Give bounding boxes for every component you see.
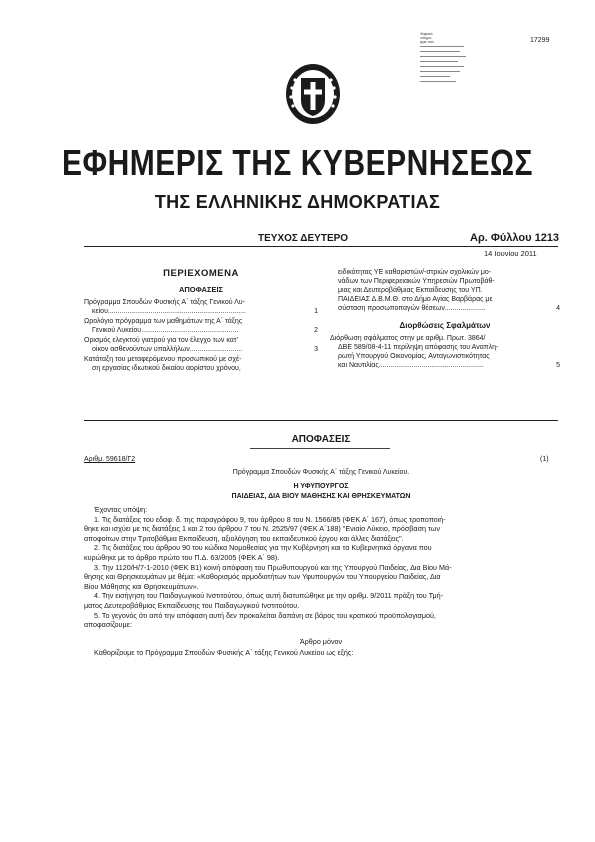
toc-item-line: σύσταση προσωποπαγών θέσεων..................... <box>338 305 486 312</box>
paragraph <box>84 543 558 562</box>
toc-item-line: ΠΑΙΔΕΙΑΣ Δ.Β.Μ.Θ. στο Δήμο Αγίας Βαρβάρας με <box>338 296 493 303</box>
toc-item-line: Γενικού Λυκείου.................................................. <box>92 327 239 334</box>
toc-item-line: Κατάταξη του μεταφερόμενου προσωπικού με σχέ- <box>84 356 242 363</box>
page-number: 17299 <box>530 37 550 44</box>
paragraph-line: κυρώθηκε με το άρθρο πρώτο του Π.Δ. 63/2005 (ΦΕΚ Α΄ 98). <box>84 552 280 562</box>
contents-left-column <box>84 268 318 373</box>
toc-item-line: Ορισμός ελεγκτού γιατρού για τον έλεγχο των κατ’ <box>84 337 239 344</box>
gazette-subtitle: ΤΗΣ ΕΛΛΗΝΙΚΗΣ ΔΗΜΟΚΡΑΤΙΑΣ <box>154 192 441 212</box>
hellenic-coat-of-arms-icon <box>283 60 343 126</box>
paragraph <box>84 563 558 592</box>
paragraph-line: θησης και Θρησκευμάτων με θέμα: «Καθορισμός αρμοδιοτήτων των Υφυπουργών του Υπουργείου Παιδείας, Δια <box>84 572 441 582</box>
toc-item-line: Διόρθωση σφάλματος στην με αριθμ. Πρωτ. 3864/ <box>330 335 486 342</box>
toc-item-line: ση εργασίας ιδιωτικού δικαίου αορίστου χρόνου, <box>92 365 241 372</box>
toc-item[interactable] <box>330 334 560 370</box>
authority-line-1: Η ΥΦΥΠΟΥΡΓΟΣ <box>293 483 349 490</box>
digital-signature-notice <box>420 32 480 86</box>
toc-item[interactable] <box>84 336 318 354</box>
header-rule <box>84 246 558 247</box>
section-divider <box>84 420 558 421</box>
decision-title: Πρόγραμμα Σπουδών Φυσικής Α΄ τάξης Γενικού Λυκείου. <box>232 469 410 476</box>
decision-reference: Αριθμ. 59618/Γ2 <box>84 456 136 463</box>
toc-item-line: ΔΒΕ 589/08-4-11 περίληψη απόφασης του Αναπλη- <box>338 344 499 351</box>
paragraph-line: 4. Την εισήγηση του Παιδαγωγικού Ινστιτούτου, όπως αυτή διατυπώθηκε με την αριθμ. 9/2011 πράξη του Τμή- <box>94 591 443 601</box>
decision-body <box>84 505 558 658</box>
notice-line: φηκε από <box>420 40 434 44</box>
paragraph <box>84 515 558 544</box>
section-heading-underline <box>250 448 390 449</box>
paragraph-line: Βίου Μάθησης και Θρησκευμάτων». <box>84 581 199 591</box>
paragraph <box>84 591 558 610</box>
toc-item[interactable] <box>84 317 318 335</box>
toc-item-line: νάδων των Περιφερειακών Υπηρεσιών Πρωτοβάθ- <box>338 278 495 285</box>
toc-item-line: Ωρολόγιο πρόγραμμα των μαθημάτων της Α΄ τάξης <box>84 318 243 325</box>
decision-index: (1) <box>540 456 549 463</box>
toc-item-line: μιας και Δευτεροβάθμιας Εκπαίδευσης του ΥΠ. <box>338 287 483 294</box>
toc-page-number: 4 <box>556 305 560 312</box>
section-heading: ΑΠΟΦΑΣΕΙΣ <box>291 434 351 445</box>
toc-page-number: 3 <box>314 346 318 353</box>
paragraph-line: αποφοίτων στην Τριτοβάθμια Εκπαίδευση, αξιολόγηση του εκπαιδευτικού έργου και άλλες διατάξεις". <box>84 533 404 543</box>
toc-item-line: ειδικότητας ΥΕ καθαριστών/-στριών σχολικών μο- <box>338 269 492 276</box>
toc-page-number: 2 <box>314 327 318 334</box>
toc-item-line: και Ναυτιλίας...................................................... <box>338 362 484 369</box>
toc-item[interactable] <box>84 355 318 373</box>
toc-item-line: ρωτή Υπουργού Οικονομίας, Ανταγωνιστικότητας <box>338 353 490 360</box>
contents-right-column <box>330 268 560 370</box>
paragraph <box>84 611 558 630</box>
contents-decisions-heading: ΑΠΟΦΑΣΕΙΣ <box>178 285 224 294</box>
toc-item-line: οίκον ασθενούντων υπαλλήλων........................... <box>92 346 243 353</box>
paragraph-line: 3. Την 1120/Η/7-1-2010 (ΦΕΚ Β1) κοινή απόφαση του Πρωθυπουργού και της Υπουργού Παιδείας, Δια Βίου Μά- <box>94 562 452 572</box>
having-regard: Έχοντας υπόψη: <box>94 505 148 514</box>
toc-page-number: 1 <box>314 308 318 315</box>
corrections-heading: Διορθώσεις Σφαλμάτων <box>399 321 491 330</box>
notice-line: Ψηφιακά <box>420 32 433 36</box>
sheet-number: Αρ. Φύλλου 1213 <box>470 232 560 244</box>
issue-type: ΤΕΥΧΟΣ ΔΕΥΤΕΡΟ <box>258 233 349 244</box>
notice-line: υπογρα- <box>420 36 432 40</box>
notice-placeholder-lines <box>420 46 480 85</box>
paragraph-line: 2. Τις διατάξεις του άρθρου 90 του κώδικα Νομοθεσίας για την Κυβέρνηση και τα Κυβερνητικά όργανα που <box>94 543 432 553</box>
issue-date: 14 Ιουνίου 2011 <box>484 249 537 258</box>
toc-item-line: κείου....................................................................... <box>92 308 246 315</box>
toc-page-number: 5 <box>556 362 560 369</box>
toc-item-continuation[interactable] <box>330 268 560 313</box>
gazette-masthead: ΕΦΗΜΕΡΙΣ ΤΗΣ ΚΥΒΕΡΝΗΣΕΩΣ <box>61 143 534 184</box>
toc-item[interactable] <box>84 298 318 316</box>
paragraph-line: αποφασίζουμε: <box>84 620 132 630</box>
authority-line-2: ΠΑΙΔΕΙΑΣ, ΔΙΑ ΒΙΟΥ ΜΑΘΗΣΗΣ ΚΑΙ ΘΡΗΣΚΕΥΜΑΤΩΝ <box>231 493 411 500</box>
paragraph-line: θηκε και ισχύει με τις διατάξεις 1 και 2 του άρθρου 7 του Ν. 2525/97 (ΦΕΚ Α΄188) "Ενιαίο Λύκειο, πρόσβαση των <box>84 524 440 534</box>
article-title: Άρθρο μόνον <box>299 636 343 646</box>
paragraph-line: 1. Τις διατάξεις του εδαφ. δ. της παραγράφου 9, του άρθρου 8 του Ν. 1566/85 (ΦΕΚ Α΄ 167), όπως τροποποιή- <box>94 514 446 524</box>
contents-title: ΠΕΡΙΕΧΟΜΕΝΑ <box>163 268 239 279</box>
paragraph-line: 5. Το γεγονός ότι από την απόφαση αυτή δεν προκαλείται δαπάνη σε βάρος του κρατικού προϋπολογισμού, <box>94 610 436 620</box>
paragraph-line: ματος Δευτεροβάθμιας Εκπαίδευσης του Παιδαγωγικού Ινστιτούτου. <box>84 600 300 610</box>
article-text: Καθορίζουμε το Πρόγραμμα Σπουδών Φυσικής Α΄ τάξης Γενικού Λυκείου ως εξής: <box>94 648 354 658</box>
toc-item-line: Πρόγραμμα Σπουδών Φυσικής Α΄ τάξης Γενικού Λυ- <box>84 299 245 306</box>
